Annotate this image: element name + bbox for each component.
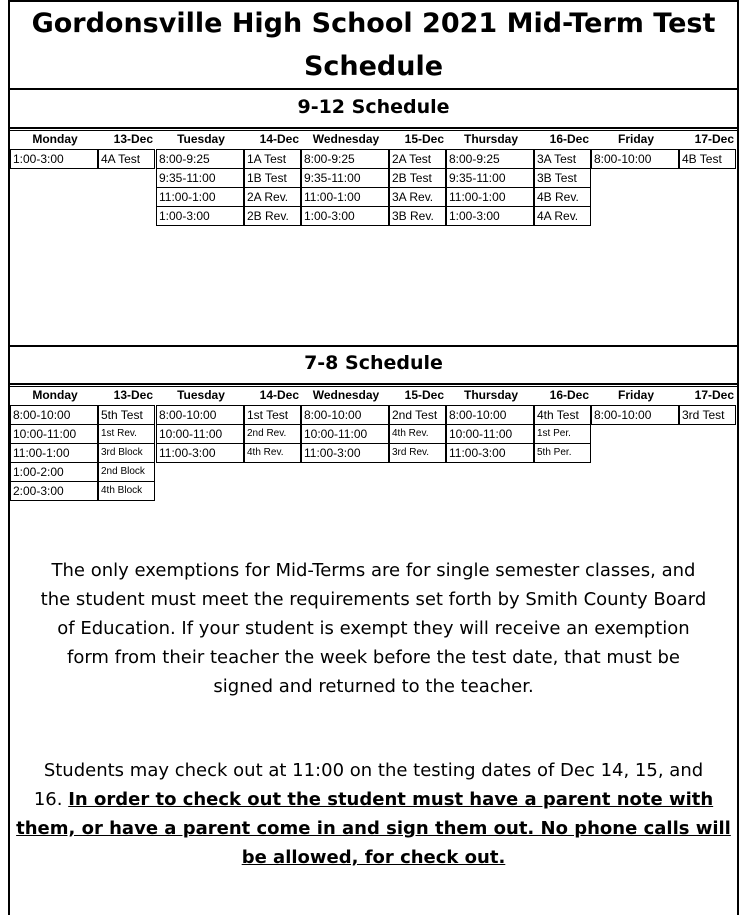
time-cell: 8:00-9:25 (156, 149, 244, 169)
time-cell: 8:00-10:00 (156, 405, 244, 425)
time-cell: 1:00-2:00 (10, 462, 98, 482)
day-header: Friday (617, 132, 654, 146)
test-cell: 2nd Rev. (244, 424, 301, 444)
time-cell: 1:00-3:00 (10, 149, 98, 169)
test-cell: 4B Rev. (534, 187, 591, 207)
time-cell: 2:00-3:00 (10, 481, 98, 501)
time-cell: 11:00-1:00 (156, 187, 244, 207)
day-header: Friday (617, 388, 654, 402)
test-cell: 3A Test (534, 149, 591, 169)
time-cell: 8:00-9:25 (301, 149, 389, 169)
date-header: 17-Dec (694, 132, 734, 146)
checkout-rule: In order to check out the student must have a parent note with (68, 789, 714, 810)
time-cell: 8:00-10:00 (446, 405, 534, 425)
date-header: 14-Dec (259, 132, 299, 146)
test-cell: 2B Rev. (244, 206, 301, 226)
time-cell: 8:00-9:25 (446, 149, 534, 169)
day-header: Tuesday (177, 388, 225, 402)
page-title (8, 0, 739, 90)
test-cell: 4th Block (98, 481, 155, 501)
time-cell: 10:00-11:00 (301, 424, 389, 444)
test-cell: 2nd Test (389, 405, 446, 425)
schedule-78-heading: 7-8 Schedule (304, 352, 443, 374)
title-line-2: Schedule (303, 51, 444, 82)
divider (8, 345, 739, 347)
test-cell: 2A Rev. (244, 187, 301, 207)
exemption-line: of Education. If your student is exempt they will receive an exemption (57, 618, 690, 639)
test-cell: 3A Rev. (389, 187, 446, 207)
checkout-rule: be allowed, for check out. (241, 847, 506, 868)
test-cell: 5th Per. (534, 443, 591, 463)
date-header: 17-Dec (694, 388, 734, 402)
table-top-border (10, 386, 737, 387)
date-header: 15-Dec (404, 132, 444, 146)
test-cell: 4th Test (534, 405, 591, 425)
time-cell: 1:00-3:00 (446, 206, 534, 226)
time-cell: 8:00-10:00 (591, 405, 679, 425)
table-top-border (10, 130, 737, 131)
time-cell: 9:35-11:00 (446, 168, 534, 188)
time-cell: 10:00-11:00 (446, 424, 534, 444)
divider (8, 383, 739, 385)
test-cell: 1st Rev. (98, 424, 155, 444)
checkout-line: Students may check out at 11:00 on the testing dates of Dec 14, 15, and (43, 760, 704, 781)
time-cell: 9:35-11:00 (301, 168, 389, 188)
test-cell: 4B Test (679, 149, 736, 169)
day-header: Tuesday (177, 132, 225, 146)
checkout-rule: them, or have a parent come in and sign them out. No phone calls will (16, 818, 731, 839)
exemption-line: The only exemptions for Mid-Terms are for single semester classes, and (51, 560, 696, 581)
time-cell: 1:00-3:00 (301, 206, 389, 226)
test-cell: 1A Test (244, 149, 301, 169)
test-cell: 4A Rev. (534, 206, 591, 226)
time-cell: 8:00-10:00 (301, 405, 389, 425)
date-header: 16-Dec (549, 388, 589, 402)
test-cell: 1st Test (244, 405, 301, 425)
time-cell: 11:00-3:00 (301, 443, 389, 463)
test-cell: 3B Rev. (389, 206, 446, 226)
exemption-line: the student must meet the requirements set forth by Smith County Board (40, 589, 707, 610)
time-cell: 9:35-11:00 (156, 168, 244, 188)
test-cell: 2B Test (389, 168, 446, 188)
day-header: Thursday (463, 388, 518, 402)
test-cell: 3rd Rev. (389, 443, 446, 463)
test-cell: 2nd Block (98, 462, 155, 482)
time-cell: 10:00-11:00 (156, 424, 244, 444)
checkout-line (12, 785, 735, 814)
time-cell: 11:00-1:00 (446, 187, 534, 207)
day-header: Monday (32, 132, 78, 146)
checkout-plain: 16. (33, 789, 63, 810)
test-cell: 4A Test (98, 149, 155, 169)
day-header: Thursday (463, 132, 518, 146)
time-cell: 8:00-10:00 (591, 149, 679, 169)
test-cell: 4th Rev. (244, 443, 301, 463)
test-cell: 3B Test (534, 168, 591, 188)
checkout-paragraph (12, 756, 735, 872)
checkout-line (12, 814, 735, 843)
checkout-line (12, 843, 735, 872)
time-cell: 1:00-3:00 (156, 206, 244, 226)
test-cell: 2A Test (389, 149, 446, 169)
test-cell: 4th Rev. (389, 424, 446, 444)
exemption-line: signed and returned to the teacher. (213, 676, 534, 697)
date-header: 13-Dec (113, 132, 153, 146)
test-cell: 5th Test (98, 405, 155, 425)
test-cell: 3rd Test (679, 405, 736, 425)
exemption-paragraph (12, 556, 735, 701)
test-cell: 1st Per. (534, 424, 591, 444)
day-header: Wednesday (312, 132, 380, 146)
time-cell: 11:00-1:00 (301, 187, 389, 207)
day-header: Wednesday (312, 388, 380, 402)
schedule-912-heading: 9-12 Schedule (297, 96, 450, 118)
date-header: 16-Dec (549, 132, 589, 146)
date-header: 15-Dec (404, 388, 444, 402)
day-header: Monday (32, 388, 78, 402)
exemption-line: form from their teacher the week before the test date, that must be (66, 647, 680, 668)
time-cell: 11:00-3:00 (156, 443, 244, 463)
time-cell: 10:00-11:00 (10, 424, 98, 444)
time-cell: 11:00-1:00 (10, 443, 98, 463)
time-cell: 8:00-10:00 (10, 405, 98, 425)
divider (8, 127, 739, 129)
test-cell: 3rd Block (98, 443, 155, 463)
title-line-1: Gordonsville High School 2021 Mid-Term Test (31, 8, 716, 39)
time-cell: 11:00-3:00 (446, 443, 534, 463)
date-header: 14-Dec (259, 388, 299, 402)
test-cell: 1B Test (244, 168, 301, 188)
date-header: 13-Dec (113, 388, 153, 402)
